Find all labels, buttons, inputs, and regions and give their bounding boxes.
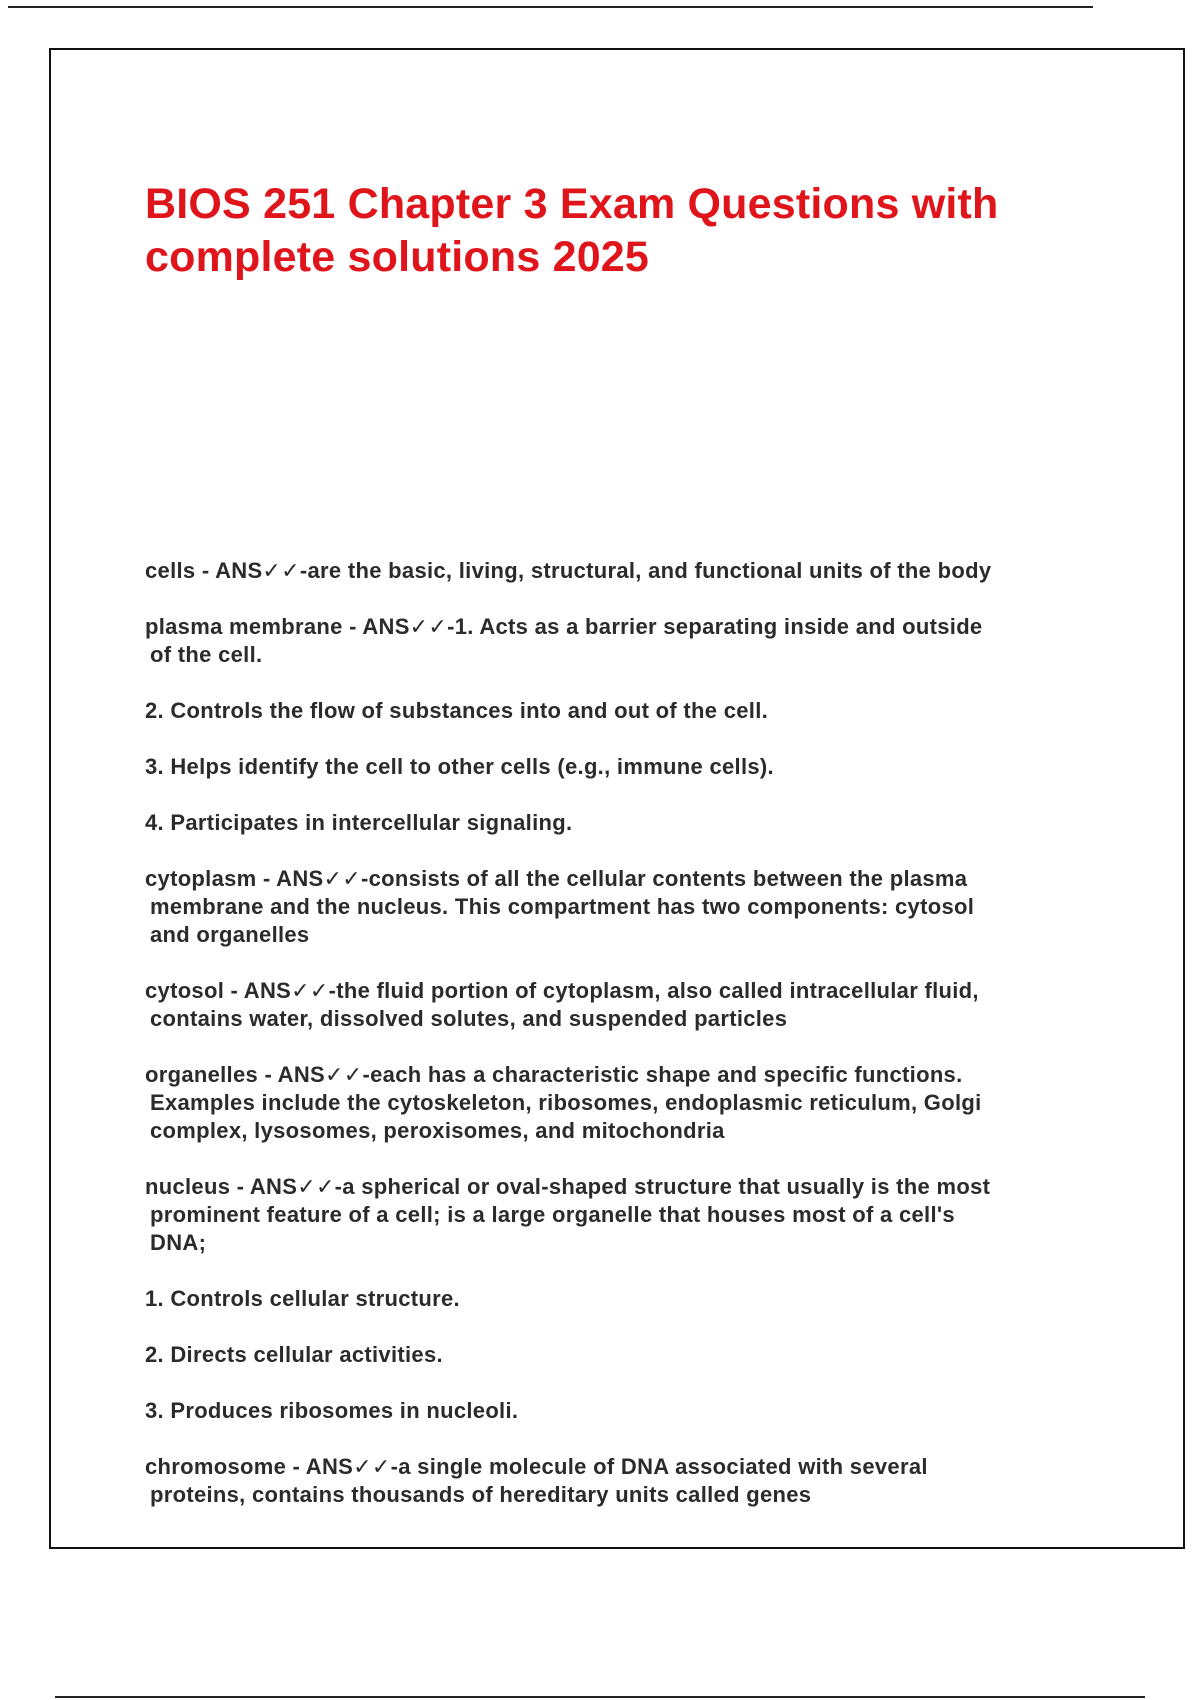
qa-entry	[145, 697, 1095, 725]
qa-entry	[145, 753, 1095, 781]
entry-line: DNA;	[150, 1230, 207, 1255]
entry-line: cytoplasm - ANS✓✓-consists of all the cellular contents between the plasma	[145, 866, 968, 891]
qa-entry	[145, 1453, 1095, 1509]
document-title	[145, 178, 1085, 284]
entry-line: and organelles	[150, 922, 310, 947]
entry-line: 2. Directs cellular activities.	[145, 1342, 443, 1367]
top-rule	[8, 6, 1093, 8]
entry-line: 3. Produces ribosomes in nucleoli.	[145, 1398, 519, 1423]
title-line: BIOS 251 Chapter 3 Exam Questions with	[145, 180, 999, 228]
entry-line: organelles - ANS✓✓-each has a characteristic shape and specific functions.	[145, 1062, 963, 1087]
qa-list	[145, 557, 1095, 1537]
qa-entry	[145, 977, 1095, 1033]
entry-line: 2. Controls the flow of substances into and out of the cell.	[145, 698, 769, 723]
entry-line: Examples include the cytoskeleton, ribosomes, endoplasmic reticulum, Golgi	[150, 1090, 982, 1115]
entry-line: cytosol - ANS✓✓-the fluid portion of cytoplasm, also called intracellular fluid,	[145, 978, 979, 1003]
entry-line: membrane and the nucleus. This compartment has two components: cytosol	[150, 894, 975, 919]
qa-entry	[145, 1341, 1095, 1369]
entry-line: of the cell.	[150, 642, 263, 667]
entry-line: contains water, dissolved solutes, and suspended particles	[150, 1006, 788, 1031]
entry-line: 1. Controls cellular structure.	[145, 1286, 460, 1311]
entry-line: chromosome - ANS✓✓-a single molecule of DNA associated with several	[145, 1454, 928, 1479]
title-line: complete solutions 2025	[145, 233, 650, 281]
qa-entry	[145, 613, 1095, 669]
qa-entry	[145, 557, 1095, 585]
qa-entry	[145, 1397, 1095, 1425]
entry-line: prominent feature of a cell; is a large organelle that houses most of a cell's	[150, 1202, 955, 1227]
qa-entry	[145, 1285, 1095, 1313]
entry-line: nucleus - ANS✓✓-a spherical or oval-shaped structure that usually is the most	[145, 1174, 991, 1199]
entry-line: 4. Participates in intercellular signaling.	[145, 810, 573, 835]
qa-entry	[145, 865, 1095, 949]
entry-line: proteins, contains thousands of hereditary units called genes	[150, 1482, 812, 1507]
entry-line: complex, lysosomes, peroxisomes, and mitochondria	[150, 1118, 725, 1143]
qa-entry	[145, 1061, 1095, 1145]
entry-line: 3. Helps identify the cell to other cells (e.g., immune cells).	[145, 754, 774, 779]
entry-line: cells - ANS✓✓-are the basic, living, structural, and functional units of the body	[145, 558, 992, 583]
bottom-rule	[55, 1696, 1145, 1698]
qa-entry	[145, 809, 1095, 837]
qa-entry	[145, 1173, 1095, 1257]
entry-line: plasma membrane - ANS✓✓-1. Acts as a barrier separating inside and outside	[145, 614, 983, 639]
